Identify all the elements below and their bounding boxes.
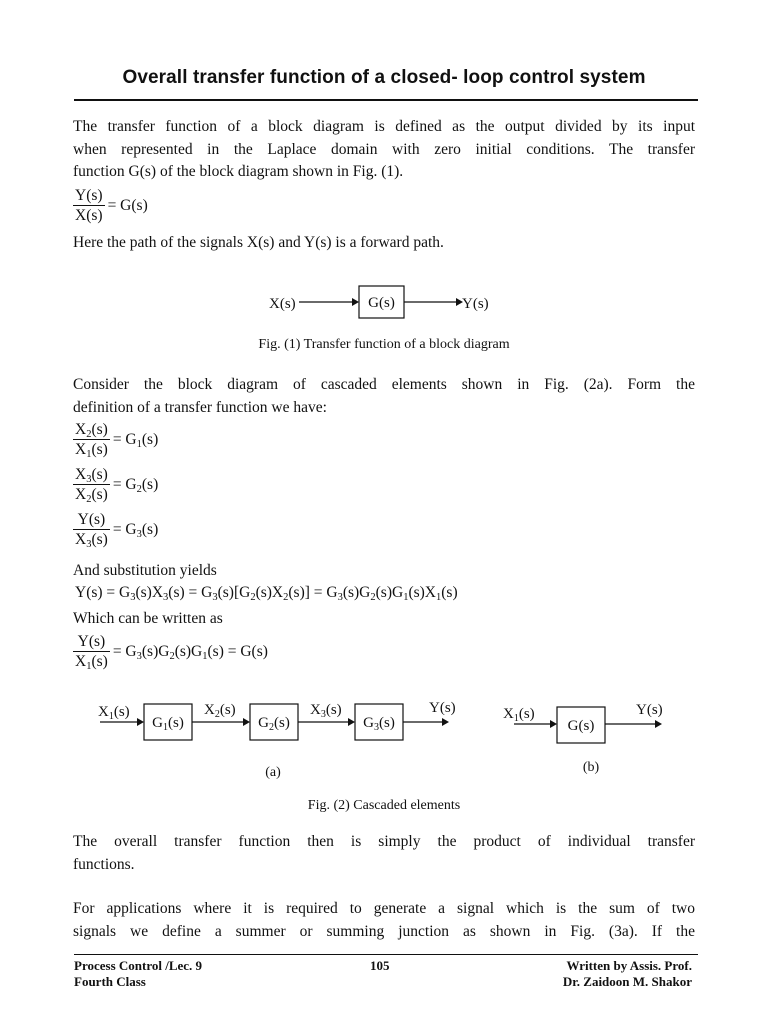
equation-g3: $\frac{Y(s)}{X_3(s)}$ = $G_3(s)$ <box>75 511 159 550</box>
footer-class: Fourth Class <box>74 974 146 989</box>
fig2a-x3-label: $X_3(s)$ <box>310 702 342 720</box>
footer-author-title: Written by Assis. Prof. <box>566 958 692 973</box>
arrow-head-icon <box>550 720 557 728</box>
fig2a-g1-label: $G_1(s)$ <box>152 715 184 733</box>
fig2b-caption: (b) <box>582 760 600 775</box>
paragraph-summer <box>73 898 695 943</box>
paragraph-forward-path: Here the path of the signals X(s) and Y(s) is a forward path. <box>73 234 444 251</box>
equation-transfer-function <box>73 186 148 225</box>
equation-denominator: X(s) <box>75 207 103 224</box>
text-line: when represented in the Laplace domain with zero initial conditions. The transfer <box>73 140 695 158</box>
figure-1-caption: Fig. (1) Transfer function of a block diagram <box>258 337 510 352</box>
footer-course: Process Control /Lec. 9 <box>74 958 203 973</box>
equation-g2: $\frac{X_3(s)}{X_2(s)}$ = $G_2(s)$ <box>75 466 159 505</box>
fig1-input-label: X(s) <box>269 296 296 312</box>
page-number: 105 <box>370 958 390 973</box>
equation-g1: $\frac{X_2(s)}{X_1(s)}$ = $G_1(s)$ <box>75 421 159 460</box>
fig2a-g2-label: $G_2(s)$ <box>258 715 290 733</box>
equation-substitution <box>75 582 458 604</box>
fig2a-x2-label: $X_2(s)$ <box>204 702 236 720</box>
text-line: functions. <box>73 855 135 873</box>
paragraph-product <box>73 831 695 876</box>
text-line: definition of a transfer function we have: <box>73 398 327 416</box>
fig2b-y-label: Y(s) <box>636 702 663 718</box>
arrow-head-icon <box>442 718 449 726</box>
footer-author-name: Dr. Zaidoon M. Shakor <box>562 974 692 989</box>
equation-substitution-text: $Y(s) = G_3(s)X_3(s) = G_3(s)[G_2(s)X_2(s)] = G_3(s)G_2(s)G_1(s)X_1(s)$ <box>75 584 458 603</box>
fig2a-y-label: Y(s) <box>429 700 456 716</box>
text-line: Consider the block diagram of cascaded elements shown in Fig. (2a). Form the <box>73 376 695 393</box>
arrow-head-icon <box>655 720 662 728</box>
fig1-output-label: Y(s) <box>462 296 489 312</box>
text-line: signals we define a summer or summing junction as shown in Fig. (3a). If the <box>73 922 695 940</box>
title-rule <box>74 99 698 101</box>
fig1-block-label: G(s) <box>368 295 395 311</box>
paragraph-cascaded <box>73 374 695 419</box>
text-line: The overall transfer function then is simply the product of individual transfer <box>73 833 695 850</box>
equation-rhs: = G(s) <box>107 196 148 214</box>
equation-rhs: = $G_3(s)G_2(s)G_1(s) = G(s)$ <box>112 642 268 662</box>
figure-2-cascaded-diagram <box>0 690 768 790</box>
equation-numerator: Y(s) <box>77 633 106 650</box>
equation-denominator: $X_1(s)$ <box>75 653 108 672</box>
paragraph-written-as: Which can be written as <box>73 610 223 627</box>
fig2a-g3-label: $G_3(s)$ <box>363 715 395 733</box>
figure-1-block-diagram <box>0 280 768 330</box>
figure-2-caption: Fig. (2) Cascaded elements <box>307 798 461 813</box>
fig2b-x1-label: $X_1(s)$ <box>503 706 535 724</box>
fig2a-x1-label: $X_1(s)$ <box>98 704 130 722</box>
fig2b-g-label: G(s) <box>567 718 595 734</box>
page-title: Overall transfer function of a closed- loop control system <box>122 67 646 88</box>
arrow-head-icon <box>348 718 355 726</box>
paragraph-substitution: And substitution yields <box>73 562 217 579</box>
equation-overall <box>73 632 268 671</box>
fig2a-caption: (a) <box>265 765 281 780</box>
arrow-head-icon <box>243 718 250 726</box>
arrow-head-icon <box>137 718 144 726</box>
text-line: For applications where it is required to generate a signal which is the sum of two <box>73 900 695 917</box>
arrow-head-icon <box>352 298 359 306</box>
text-line: The transfer function of a block diagram is defined as the output divided by its input <box>73 118 695 135</box>
paragraph-intro <box>73 116 695 184</box>
equation-numerator: Y(s) <box>75 187 103 204</box>
footer-rule <box>74 954 698 955</box>
text-line: function G(s) of the block diagram shown in Fig. (1). <box>73 163 404 180</box>
